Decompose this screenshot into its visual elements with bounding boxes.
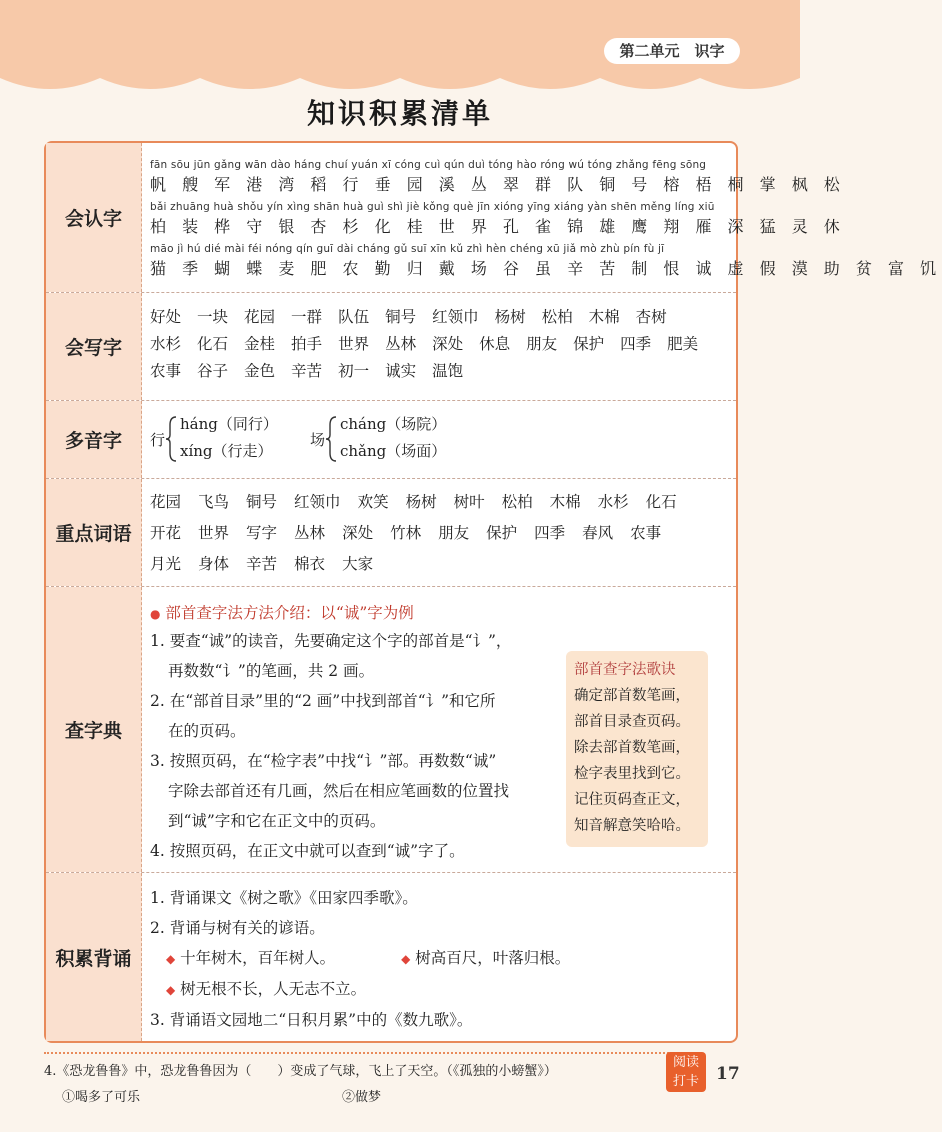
word: 金色 bbox=[244, 362, 276, 380]
row-write bbox=[46, 293, 736, 401]
word: 辛苦 bbox=[291, 362, 323, 380]
song-lines bbox=[574, 683, 700, 839]
word: 飞鸟 bbox=[198, 493, 230, 511]
word: 铜号 bbox=[246, 493, 278, 511]
dict-step: 到“诚”字和它在正文中的页码。 bbox=[168, 812, 386, 830]
row-dictionary bbox=[46, 587, 736, 873]
word: 朋友 bbox=[526, 335, 558, 353]
label-dictionary: 查字典 bbox=[46, 587, 142, 872]
dict-step: 4. 按照页码，在正文中就可以查到“诚”字了。 bbox=[150, 842, 465, 860]
word: 水杉 bbox=[150, 335, 182, 353]
label-polyphone: 多音字 bbox=[46, 401, 142, 478]
word: 竹林 bbox=[390, 524, 422, 542]
recite-item: 2. 背诵与树有关的谚语。 bbox=[150, 919, 325, 937]
word: 深处 bbox=[342, 524, 374, 542]
word: 农事 bbox=[150, 362, 182, 380]
word: 休息 bbox=[479, 335, 511, 353]
word: 金桂 bbox=[244, 335, 276, 353]
unit-tag: 第二单元 识字 bbox=[604, 38, 740, 64]
bullet-icon: ◆ bbox=[166, 983, 176, 997]
word: 欢笑 bbox=[357, 493, 389, 511]
word: 杏树 bbox=[635, 308, 667, 326]
dict-step: 再数数“讠”的笔画，共 2 画。 bbox=[168, 662, 375, 680]
dict-step: 字除去部首还有几画，然后在相应笔画数的位置找 bbox=[168, 782, 510, 800]
bullet-icon: ◆ bbox=[166, 952, 176, 966]
proverb-line bbox=[150, 974, 728, 1005]
song-line: 确定部首数笔画， bbox=[574, 688, 690, 704]
row-recite bbox=[46, 873, 736, 1041]
proverb-line bbox=[150, 943, 728, 974]
label-vocab: 重点词语 bbox=[46, 479, 142, 586]
word: 铜号 bbox=[385, 308, 417, 326]
brace-icon bbox=[326, 415, 338, 463]
word-line bbox=[150, 331, 728, 358]
proverb: 树无根不长，人无志不立。 bbox=[180, 980, 367, 998]
row-polyphone bbox=[46, 401, 736, 479]
word: 朋友 bbox=[438, 524, 470, 542]
word: 杨树 bbox=[494, 308, 526, 326]
knowledge-sheet bbox=[44, 141, 942, 1043]
word: 谷子 bbox=[197, 362, 229, 380]
word: 红领巾 bbox=[294, 493, 341, 511]
badge-line: 打卡 bbox=[672, 1074, 699, 1089]
word-line bbox=[150, 518, 728, 549]
word: 保护 bbox=[573, 335, 605, 353]
word: 丛林 bbox=[294, 524, 326, 542]
word: 好处 bbox=[150, 308, 182, 326]
poly-char: 行 bbox=[150, 431, 166, 449]
word: 一群 bbox=[291, 308, 323, 326]
word: 一块 bbox=[197, 308, 229, 326]
recite-item: 3. 背诵语文园地二“日积月累”中的《数九歌》。 bbox=[150, 1011, 473, 1029]
page-title: 知识积累清单 bbox=[306, 97, 493, 130]
word: 肥美 bbox=[667, 335, 699, 353]
label-recognize: 会认字 bbox=[46, 143, 142, 292]
word: 四季 bbox=[534, 524, 566, 542]
row-vocab bbox=[46, 479, 736, 587]
footer-divider bbox=[44, 1052, 684, 1054]
word: 深处 bbox=[432, 335, 464, 353]
label-write: 会写字 bbox=[46, 293, 142, 400]
word: 木棉 bbox=[549, 493, 581, 511]
page-number: 17 bbox=[716, 1064, 740, 1084]
label-recite: 积累背诵 bbox=[46, 873, 142, 1041]
song-title: 部首查字法歌诀 bbox=[574, 662, 676, 678]
word: 树叶 bbox=[453, 493, 485, 511]
pinyin-line: māo jì hú dié mài féi nóng qín guī dài cháng gǔ suī xīn kǔ zhì hèn chéng xū jiǎ mò zhù pín fù jī bbox=[150, 243, 665, 255]
word: 农事 bbox=[630, 524, 662, 542]
poly-reading: háng（同行） bbox=[180, 415, 278, 433]
word: 松柏 bbox=[501, 493, 533, 511]
word: 世界 bbox=[198, 524, 230, 542]
char-line: 帆 艘 军 港 湾 稻 行 垂 园 溪 丛 翠 群 队 铜 号 榕 梧 桐 掌 枫 松 bbox=[150, 175, 846, 194]
recite-content bbox=[150, 883, 728, 1035]
char-line: 猫 季 蝴 蝶 麦 肥 农 勤 归 戴 场 谷 虽 辛 苦 制 恨 诚 虚 假 漠 助 贫 富 饥 bbox=[150, 259, 942, 278]
word: 棉衣 bbox=[294, 555, 326, 573]
word: 水杉 bbox=[597, 493, 629, 511]
word: 丛林 bbox=[385, 335, 417, 353]
word: 春风 bbox=[582, 524, 614, 542]
word: 身体 bbox=[198, 555, 230, 573]
word-line bbox=[150, 304, 728, 331]
song-line: 部首目录查页码。 bbox=[574, 714, 690, 730]
word: 队伍 bbox=[338, 308, 370, 326]
dict-step: 在的页码。 bbox=[168, 722, 246, 740]
word: 开花 bbox=[150, 524, 182, 542]
word: 拍手 bbox=[291, 335, 323, 353]
song-line: 除去部首数笔画， bbox=[574, 740, 690, 756]
badge-line: 阅读 bbox=[672, 1055, 699, 1070]
dict-step: 2. 在“部首目录”里的“2 画”中找到部首“讠”和它所 bbox=[150, 692, 496, 710]
word: 诚实 bbox=[385, 362, 417, 380]
recite-item: 1. 背诵课文《树之歌》《田家四季歌》。 bbox=[150, 889, 418, 907]
poly-reading: cháng（场院） bbox=[340, 415, 447, 433]
char-line: 柏 装 桦 守 银 杏 杉 化 桂 世 界 孔 雀 锦 雄 鹰 翔 雁 深 猛 灵 休 bbox=[150, 217, 846, 236]
word: 月光 bbox=[150, 555, 182, 573]
word: 世界 bbox=[338, 335, 370, 353]
brace-icon bbox=[166, 415, 178, 463]
proverb: 树高百尺，叶落归根。 bbox=[415, 949, 571, 967]
footer-option: ②做梦 bbox=[342, 1090, 382, 1105]
footer-question: 4.《恐龙鲁鲁》中，恐龙鲁鲁因为（ ）变成了气球，飞上了天空。（《孤独的小螃蟹》） bbox=[44, 1064, 557, 1079]
row-recognize bbox=[46, 143, 942, 293]
dict-intro-text: 部首查字法方法介绍：以“诚”字为例 bbox=[165, 604, 414, 622]
word: 化石 bbox=[645, 493, 677, 511]
word: 松柏 bbox=[541, 308, 573, 326]
word-line bbox=[150, 549, 728, 580]
song-line: 记住页码查正文， bbox=[574, 792, 690, 808]
poly-reading: xíng（行走） bbox=[180, 442, 273, 460]
pinyin-line: fān sōu jūn gǎng wān dào háng chuí yuán xī cóng cuì qún duì tóng hào róng wú tóng zhǎng fēng sōng bbox=[150, 159, 707, 171]
word: 温饱 bbox=[432, 362, 464, 380]
word-line bbox=[150, 487, 728, 518]
dict-intro bbox=[150, 601, 728, 626]
dict-step: 1. 要查“诚”的读音，先要确定这个字的部首是“讠”， bbox=[150, 632, 512, 650]
word: 写字 bbox=[246, 524, 278, 542]
bullet-icon: ◆ bbox=[401, 952, 411, 966]
word: 红领巾 bbox=[432, 308, 479, 326]
bullet-icon: ● bbox=[150, 607, 161, 621]
poly-reading: chǎng（场面） bbox=[340, 442, 447, 460]
song-line: 检字表里找到它。 bbox=[574, 766, 690, 782]
reading-checkin-badge bbox=[666, 1052, 706, 1092]
song-box bbox=[566, 651, 708, 847]
vocab-content bbox=[150, 487, 728, 580]
polyphone-group-b bbox=[310, 413, 510, 465]
word: 杨树 bbox=[405, 493, 437, 511]
word: 四季 bbox=[620, 335, 652, 353]
proverb: 十年树木，百年树人。 bbox=[180, 949, 336, 967]
word: 大家 bbox=[342, 555, 374, 573]
pinyin-line: bǎi zhuāng huà shǒu yín xìng shān huà guì shì jiè kǒng què jīn xióng yīng xiáng yàn shēn měng líng xiū bbox=[150, 201, 715, 213]
word: 初一 bbox=[338, 362, 370, 380]
dict-step: 3. 按照页码，在“检字表”中找“讠”部。再数数“诚” bbox=[150, 752, 497, 770]
poly-char: 场 bbox=[310, 431, 326, 449]
song-line: 知音解意笑哈哈。 bbox=[574, 818, 690, 834]
word-line bbox=[150, 358, 728, 385]
recognize-content bbox=[150, 159, 942, 279]
dictionary-content bbox=[150, 601, 728, 866]
word: 辛苦 bbox=[246, 555, 278, 573]
word: 木棉 bbox=[588, 308, 620, 326]
word: 保护 bbox=[486, 524, 518, 542]
write-content bbox=[150, 304, 728, 385]
word: 花园 bbox=[244, 308, 276, 326]
footer-option: ①喝多了可乐 bbox=[62, 1090, 141, 1105]
word: 花园 bbox=[150, 493, 182, 511]
word: 化石 bbox=[197, 335, 229, 353]
